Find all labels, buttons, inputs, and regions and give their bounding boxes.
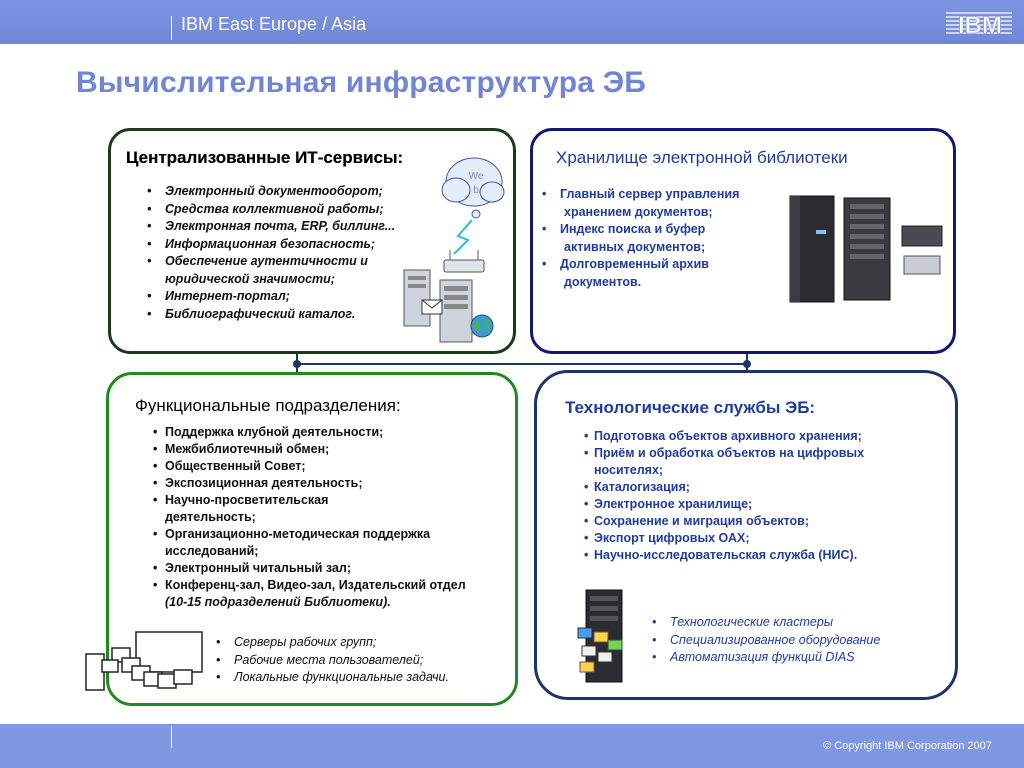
list-item-continuation: юридической значимости; — [165, 271, 335, 286]
tech-services-sublist — [648, 614, 880, 667]
connector-dot-right — [743, 360, 751, 368]
departments-heading: Функциональные подразделения: — [135, 396, 401, 415]
list-item: • Индекс поиска и буфер — [538, 221, 739, 239]
list-item: • Приём и обработка объектов на цифровых — [584, 445, 864, 462]
list-item: • Общественный Совет; — [153, 458, 466, 475]
header-title: IBM East Europe / Asia — [181, 14, 367, 34]
list-item-continuation: исследований; — [165, 544, 259, 558]
storage-list — [538, 186, 739, 291]
list-item: • Интернет-портал; — [143, 288, 395, 306]
lightning-icon — [454, 220, 472, 254]
web-server-illustration — [396, 150, 508, 350]
list-item: • Сохранение и миграция объектов; — [584, 513, 864, 530]
list-item: • Экспорт цифровых ОАХ; — [584, 530, 864, 547]
bottom-bar — [0, 724, 1024, 768]
workstations-illustration — [82, 628, 208, 700]
list-item: • Электронный документооборот; — [143, 183, 395, 201]
departments-list — [153, 424, 466, 611]
list-item: • Главный сервер управления — [538, 186, 739, 204]
list-item-continuation: активных документов; — [564, 239, 706, 254]
ibm-logo-text: IBM — [958, 12, 1002, 38]
footer-separator — [171, 726, 172, 748]
it-services-heading: Централизованные ИТ-сервисы: — [126, 148, 404, 167]
mail-icon — [422, 300, 442, 314]
list-item: • Автоматизация функций DIAS — [648, 649, 880, 667]
page-title: Вычислительная инфраструктура ЭБ — [76, 66, 647, 99]
it-services-list — [143, 183, 395, 323]
list-item: • Электронное хранилище; — [584, 496, 864, 513]
list-item: • Рабочие места пользователей; — [212, 652, 449, 670]
tech-services-list — [584, 428, 864, 564]
tech-services-heading: Технологические службы ЭБ: — [565, 398, 816, 417]
list-item: • Научно-просветительская — [153, 492, 466, 509]
list-item: • Средства коллективной работы; — [143, 201, 395, 219]
storage-heading: Хранилище электронной библиотеки — [556, 148, 848, 167]
list-item: • Электронный читальный зал; — [153, 560, 466, 577]
list-item: • Обеспечение аутентичности и — [143, 253, 395, 271]
router-icon — [444, 250, 484, 272]
list-item: • Технологические кластеры — [648, 614, 880, 632]
list-item: • Серверы рабочих групп; — [212, 634, 449, 652]
copyright: © Copyright IBM Corporation 2007 — [823, 740, 992, 752]
globe-icon — [471, 315, 493, 337]
cloud-label-1: We — [468, 171, 484, 182]
server-rack-icon — [844, 198, 890, 300]
list-item: • Научно-исследовательская служба (НИС). — [584, 547, 864, 564]
departments-sublist — [212, 634, 449, 687]
list-item: • Электронная почта, ERP, биллинг... — [143, 218, 395, 236]
list-item-continuation: документов. — [564, 274, 642, 289]
list-item: • Подготовка объектов архивного хранения; — [584, 428, 864, 445]
connector-dot-left — [293, 360, 301, 368]
list-item: • Долговременный архив — [538, 256, 739, 274]
ibm-logo — [944, 8, 1016, 38]
list-item: • Специализированное оборудование — [648, 632, 880, 650]
list-item-continuation: носителях; — [594, 463, 664, 477]
list-item: • Библиографический каталог. — [143, 306, 395, 324]
top-bar — [0, 0, 1024, 44]
list-item: • Локальные функциональные задачи. — [212, 669, 449, 687]
server-rack-icon — [790, 196, 834, 302]
list-item: • Экспозиционная деятельность; — [153, 475, 466, 492]
list-item-continuation: (10-15 подразделений Библиотеки). — [165, 595, 391, 609]
header-separator — [171, 16, 172, 40]
list-item: • Информационная безопасность; — [143, 236, 395, 254]
list-item: • Конференц-зал, Видео-зал, Издательский отдел — [153, 577, 466, 594]
cluster-illustration — [572, 586, 636, 686]
storage-servers-illustration — [786, 190, 946, 308]
list-item-continuation: деятельность; — [165, 510, 256, 524]
disk-array-icon — [902, 226, 942, 274]
list-item: • Поддержка клубной деятельности; — [153, 424, 466, 441]
list-item-continuation: хранением документов; — [564, 204, 713, 219]
list-item: • Межбиблиотечный обмен; — [153, 441, 466, 458]
connector-line — [296, 363, 748, 365]
list-item: • Каталогизация; — [584, 479, 864, 496]
list-item: • Организационно-методическая поддержка — [153, 526, 466, 543]
cloud-label-2: b — [473, 185, 479, 196]
